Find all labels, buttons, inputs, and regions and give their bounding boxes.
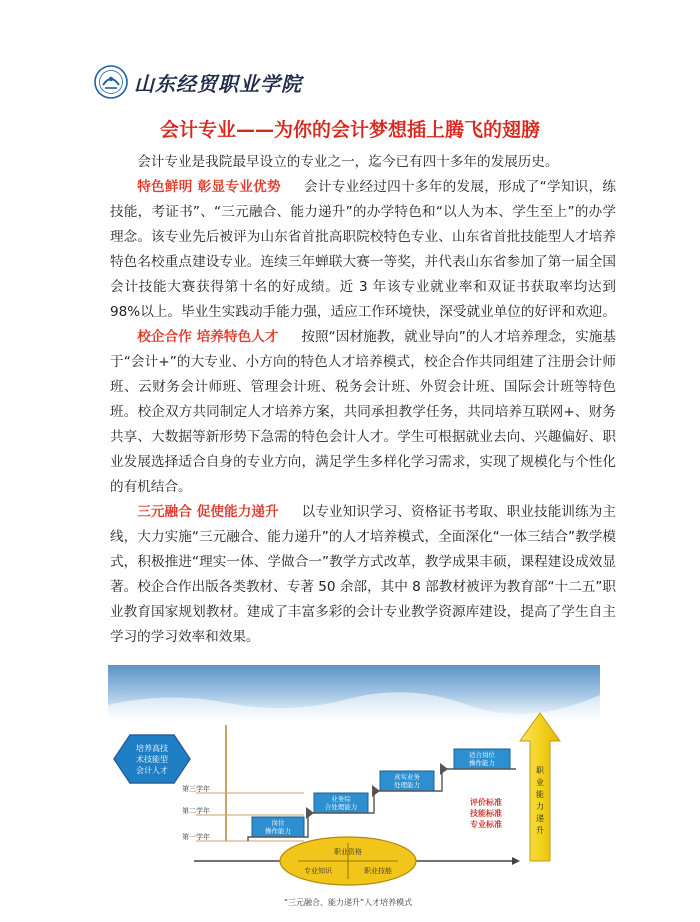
school-emblem-icon [94, 65, 128, 99]
diagram-caption: “三元融合、能力递升”人才培养模式 [283, 898, 413, 907]
goal-line: 术技能型 [136, 755, 168, 764]
foundation-label: 专业知识 [304, 867, 332, 875]
section-text: 按照“因材施教，就业导向”的人才培养理念，实施基于“会计+”的大专业、小方向的特色人才培养模式，校企合作共同组建了注册会计师班、云财务会计师班、管理会计班、税务会计班、外贸会计班、国际会计班等特色班。校企双方共同制定人才培养方案，共同承担教学任务，共同培养互联网+、财务共享、大数据等新形势下急需的特色会计人才。学生可根据就业去向、兴趣偏好、职业发展选择适合自身的专业方向，满足学生多样化学习需求，实现了规模化与个性化的有机结合。 [110, 329, 616, 495]
section-paragraph [110, 175, 616, 325]
step-label: 操作能力 [469, 759, 495, 767]
standard-label: 评价标准 [470, 798, 502, 807]
year-label: 第三学年 [182, 785, 210, 793]
stair-arrowhead-icon [306, 807, 314, 819]
arrow-label-char: 升 [536, 826, 544, 835]
step-label: 业务综 [331, 795, 351, 803]
arrow-label-char: 递 [536, 814, 544, 823]
standard-label: 专业标准 [470, 820, 502, 829]
step-label: 真实业务 [394, 773, 420, 781]
year-label: 第二学年 [182, 807, 210, 815]
arrow-label-char: 能 [536, 790, 544, 799]
step-label: 适合岗位 [469, 751, 495, 759]
goal-line: 培养高技 [136, 744, 168, 753]
ability-arrow-icon [520, 713, 560, 861]
standard-label: 技能标准 [470, 809, 502, 818]
stair-arrowhead-icon [440, 763, 448, 775]
school-name: 山东经贸职业学院 [134, 71, 302, 96]
foundation-label: 职业资格 [334, 848, 362, 856]
section-heading: 特色鲜明 彰显专业优势 [137, 179, 281, 195]
arrow-label-char: 业 [536, 778, 544, 787]
section-paragraph [110, 500, 616, 650]
step-label: 岗位 [271, 819, 285, 827]
page-title: 会计专业——为你的会计梦想插上腾飞的翅膀 [159, 119, 540, 141]
arrow-label-char: 力 [536, 802, 544, 811]
step-label: 合处理能力 [324, 803, 358, 811]
training-model-diagram [108, 665, 600, 915]
article-body [110, 150, 616, 650]
intro-paragraph: 会计专业是我院最早设立的专业之一，迄今已有四十多年的发展历史。 [137, 154, 559, 170]
step-label: 操作能力 [265, 827, 291, 835]
step-label: 处理能力 [394, 781, 420, 789]
base-arrowhead-icon [512, 857, 520, 865]
section-paragraph [110, 325, 616, 500]
section-heading: 校企合作 培养特色人才 [137, 329, 279, 345]
school-header [94, 64, 302, 100]
section-text: 会计专业经过四十多年的发展，形成了“学知识，练技能，考证书”、“三元融合、能力递升”的办学特色和“以人为本、学生至上”的办学理念。该专业先后被评为山东省首批高职院校特色专业、山东省首批技能型人才培养特色名校重点建设专业。连续三年蝉联大赛一等奖，并代表山东省参加了第一届全国会计技能大赛获得第十名的好成绩。近 3 年该专业就业率和双证书获取率均达到 98%以上。毕业生实践动手能力强，适应工作环境快，深受就业单位的好评和欢迎。 [110, 179, 616, 320]
foundation-label: 职业技能 [364, 867, 392, 875]
stair-arrowhead-icon [372, 785, 380, 797]
year-label: 第一学年 [182, 833, 210, 841]
goal-line: 会计人才 [136, 766, 168, 775]
arrow-label-char: 职 [536, 766, 544, 775]
section-heading: 三元融合 促使能力递升 [137, 504, 279, 520]
section-text: 以专业知识学习、资格证书考取、职业技能训练为主线，大力实施“三元融合、能力递升”的人才培养模式，全面深化“一体三结合”教学模式，积极推进“理实一体、学做合一”教学方式改革，教学成果丰硕，课程建设成效显著。校企合作出版各类教材、专著 50 余部，其中 8 部教材被评为教育部“十二五”职业教育国家规划教材。建成了丰富多彩的会计专业教学资源库建设，提高了学生自主学习的学习效率和效果。 [110, 504, 616, 645]
